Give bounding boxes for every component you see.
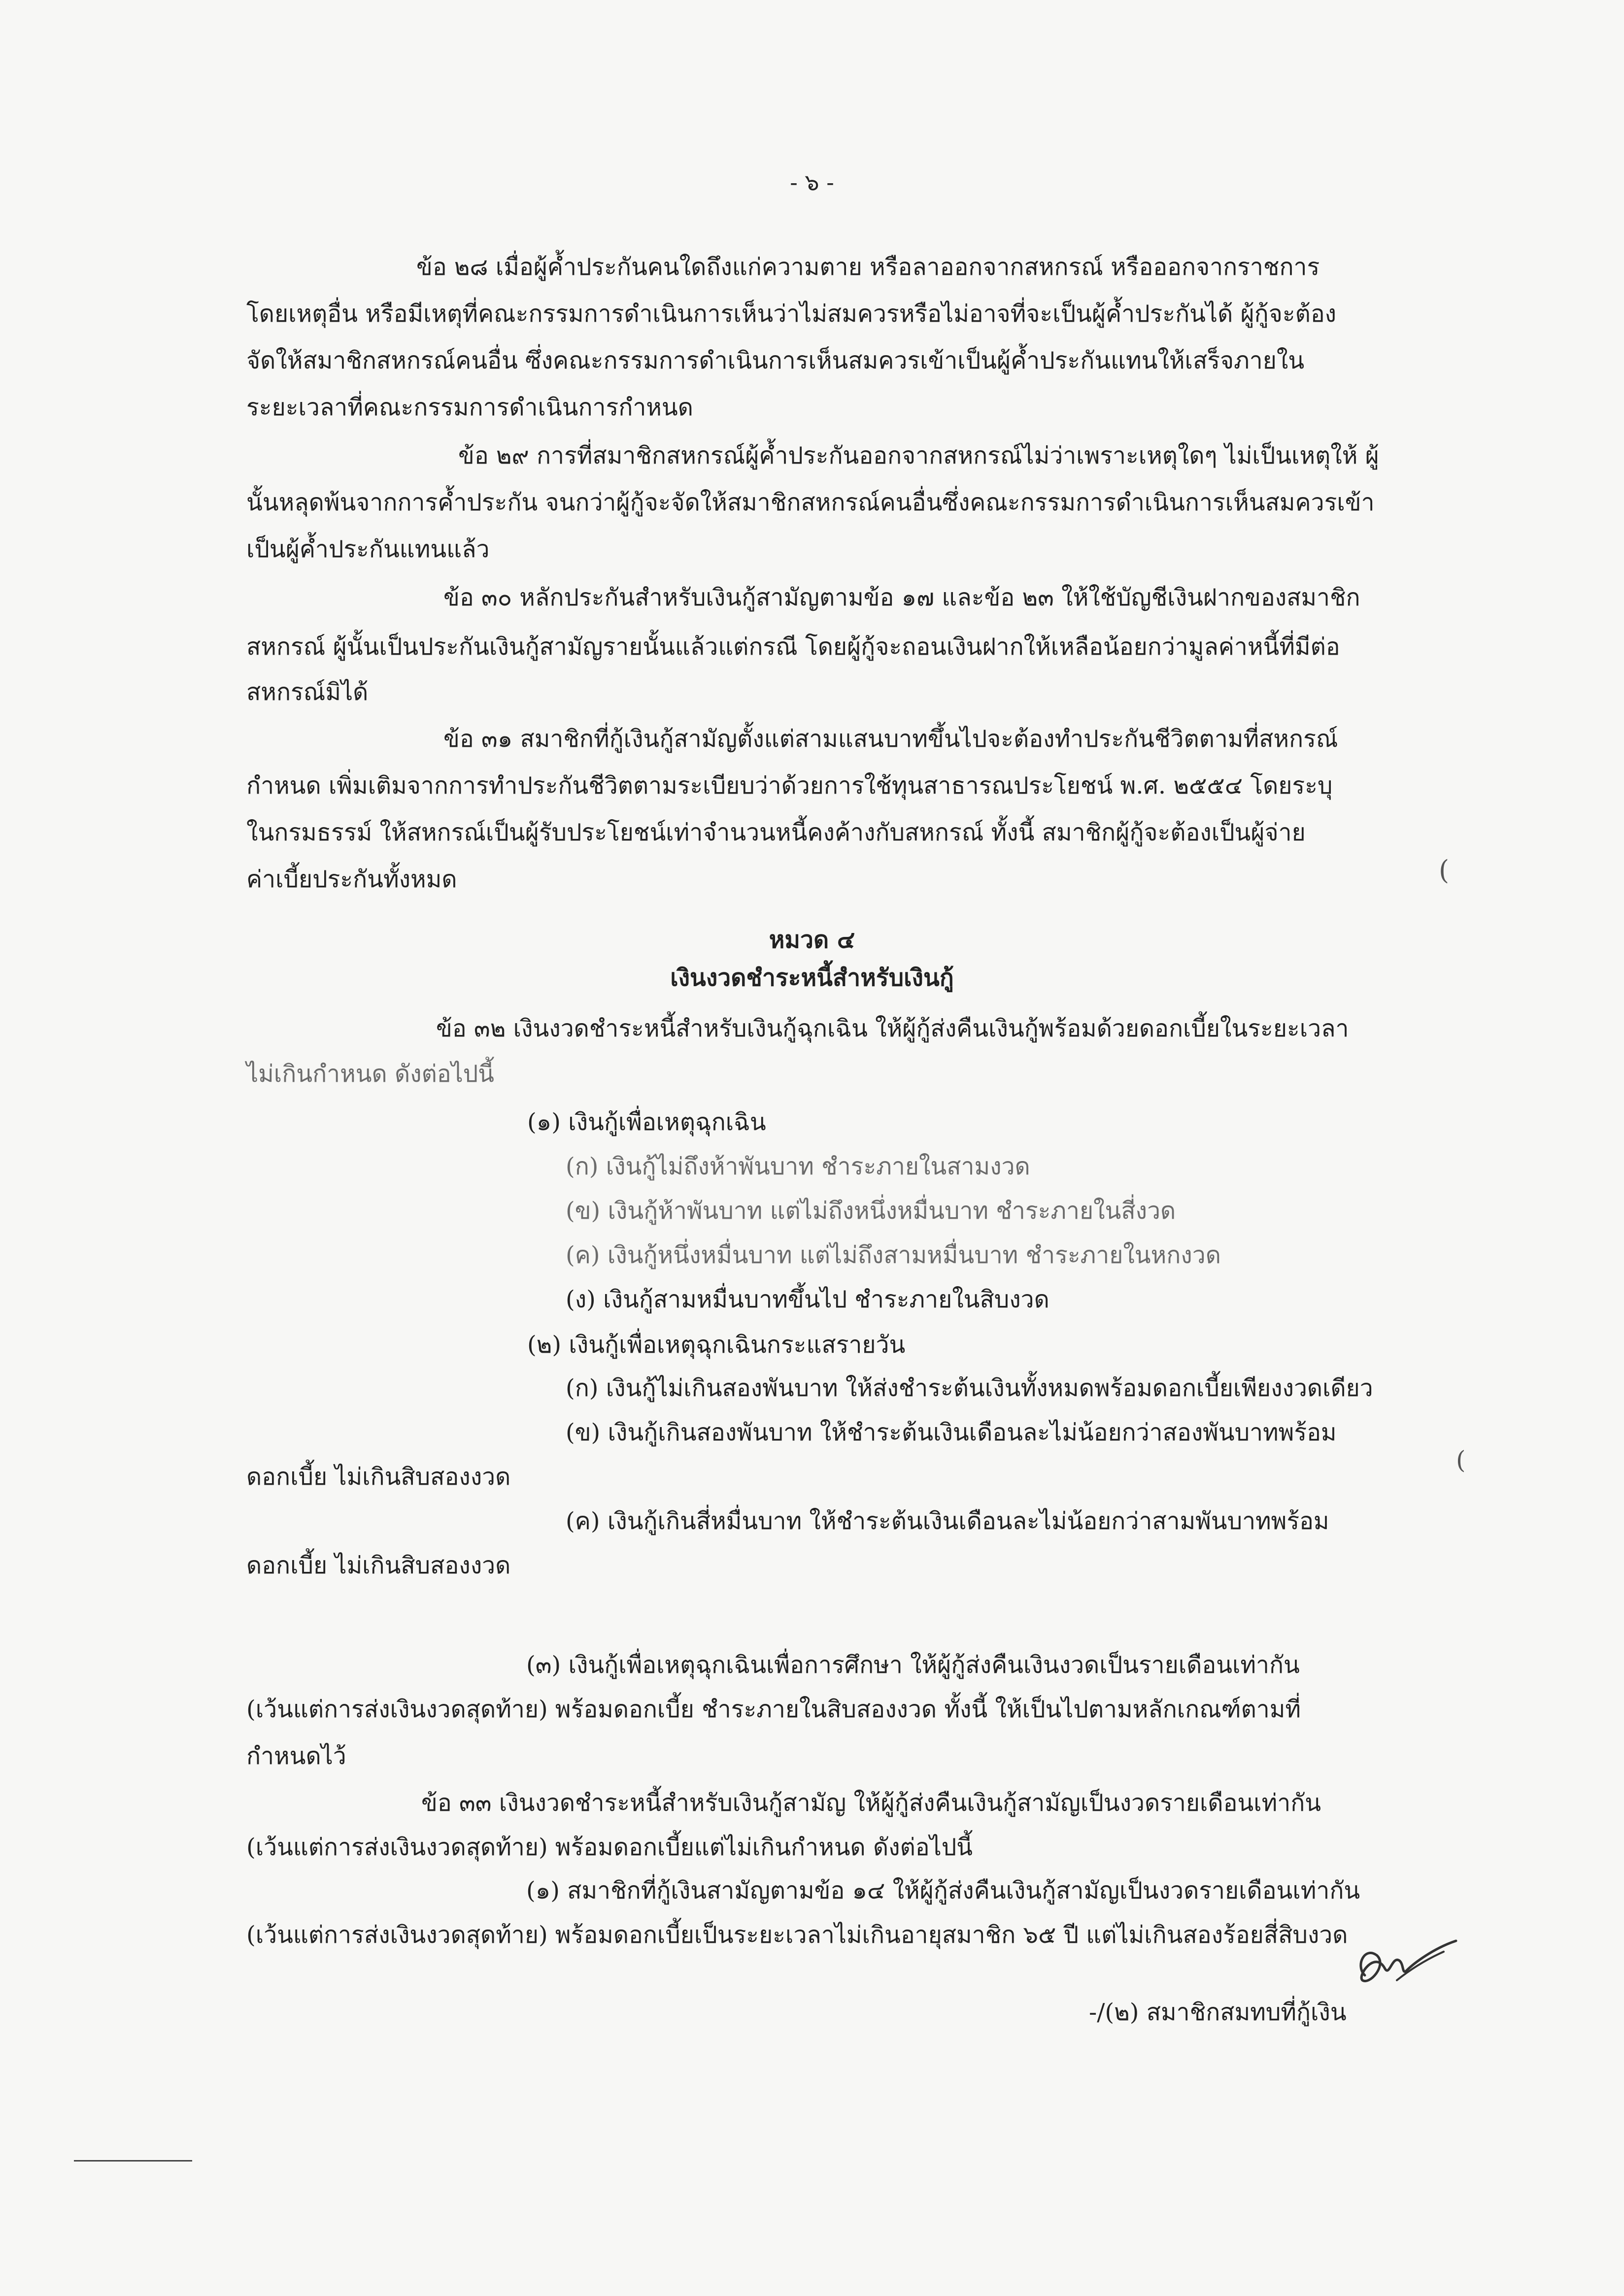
clause-32-item-2c-line-2: ดอกเบี้ย ไม่เกินสิบสองงวด bbox=[246, 1552, 511, 1579]
clause-29-line-1: ข้อ ๒๙ การที่สมาชิกสหกรณ์ผู้ค้ำประกันออกจากสหกรณ์ไม่ว่าเพราะเหตุใดๆ ไม่เป็นเหตุให้ ผู้ bbox=[458, 442, 1379, 469]
clause-32-item-3-line-2: (เว้นแต่การส่งเงินงวดสุดท้าย) พร้อมดอกเบี้ย ชำระภายในสิบสองงวด ทั้งนี้ ให้เป็นไปตามหลักเกณฑ์ตามที่ bbox=[246, 1696, 1301, 1723]
clause-28-line-2: โดยเหตุอื่น หรือมีเหตุที่คณะกรรมการดำเนินการเห็นว่าไม่สมควรหรือไม่อาจที่จะเป็นผู้ค้ำประกันได้ ผู้กู้จะต้อง bbox=[246, 300, 1337, 328]
clause-31-line-2: กำหนด เพิ่มเติมจากการทำประกันชีวิตตามระเบียบว่าด้วยการใช้ทุนสาธารณประโยชน์ พ.ศ. ๒๕๕๔ โดยระบุ bbox=[246, 772, 1333, 799]
clause-32-item-1b: (ข) เงินกู้ห้าพันบาท แต่ไม่ถึงหนึ่งหมื่นบาท ชำระภายในสี่งวด bbox=[566, 1197, 1176, 1225]
clause-32-item-2c-line-1: (ค) เงินกู้เกินสี่หมื่นบาท ให้ชำระต้นเงินเดือนละไม่น้อยกว่าสามพันบาทพร้อม bbox=[566, 1507, 1329, 1535]
clause-33-item-1-line-1: (๑) สมาชิกที่กู้เงินสามัญตามข้อ ๑๔ ให้ผู้กู้ส่งคืนเงินกู้สามัญเป็นงวดรายเดือนเท่ากัน bbox=[526, 1877, 1360, 1904]
clause-32-item-1: (๑) เงินกู้เพื่อเหตุฉุกเฉิน bbox=[527, 1108, 766, 1136]
clause-32-item-1c: (ค) เงินกู้หนึ่งหมื่นบาท แต่ไม่ถึงสามหมื่นบาท ชำระภายในหกงวด bbox=[566, 1241, 1221, 1269]
clause-29-line-3: เป็นผู้ค้ำประกันแทนแล้ว bbox=[246, 535, 490, 563]
footer-rule bbox=[74, 2160, 192, 2162]
clause-32-item-2b-line-1: (ข) เงินกู้เกินสองพันบาท ให้ชำระต้นเงินเดือนละไม่น้อยกว่าสองพันบาทพร้อม bbox=[566, 1419, 1337, 1446]
margin-mark: ( bbox=[1456, 1446, 1466, 1474]
clause-32-item-1a: (ก) เงินกู้ไม่ถึงห้าพันบาท ชำระภายในสามงวด bbox=[566, 1153, 1030, 1180]
continuation-note: -/(๒) สมาชิกสมทบที่กู้เงิน bbox=[1089, 1998, 1347, 2026]
section-subtitle: เงินงวดชำระหนี้สำหรับเงินกู้ bbox=[670, 964, 954, 992]
section-title: หมวด ๔ bbox=[769, 926, 855, 954]
clause-32-item-1d: (ง) เงินกู้สามหมื่นบาทขึ้นไป ชำระภายในสิบงวด bbox=[566, 1286, 1049, 1313]
clause-33-line-2: (เว้นแต่การส่งเงินงวดสุดท้าย) พร้อมดอกเบี้ยแต่ไม่เกินกำหนด ดังต่อไปนี้ bbox=[246, 1833, 973, 1861]
clause-32-item-2a: (ก) เงินกู้ไม่เกินสองพันบาท ให้ส่งชำระต้นเงินทั้งหมดพร้อมดอกเบี้ยเพียงงวดเดียว bbox=[566, 1374, 1373, 1402]
clause-32-item-3-line-3: กำหนดไว้ bbox=[246, 1742, 346, 1770]
clause-30-line-2: สหกรณ์ ผู้นั้นเป็นประกันเงินกู้สามัญรายนั้นแล้วแต่กรณี โดยผู้กู้จะถอนเงินฝากให้เหลือน้อยกว่ามูลค่าหนี้ที่มีต่อ bbox=[246, 633, 1340, 661]
clause-31-line-4: ค่าเบี้ยประกันทั้งหมด bbox=[246, 865, 457, 893]
clause-32-item-3-line-1: (๓) เงินกู้เพื่อเหตุฉุกเฉินเพื่อการศึกษา ให้ผู้กู้ส่งคืนเงินงวดเป็นรายเดือนเท่ากัน bbox=[526, 1651, 1300, 1679]
clause-31-line-1: ข้อ ๓๑ สมาชิกที่กู้เงินกู้สามัญตั้งแต่สามแสนบาทขึ้นไปจะต้องทำประกันชีวิตตามที่สหกรณ์ bbox=[443, 725, 1338, 753]
clause-28-line-3: จัดให้สมาชิกสหกรณ์คนอื่น ซึ่งคณะกรรมการดำเนินการเห็นสมควรเข้าเป็นผู้ค้ำประกันแทนให้เสร็จภายใน bbox=[246, 347, 1305, 374]
clause-32-item-2: (๒) เงินกู้เพื่อเหตุฉุกเฉินกระแสรายวัน bbox=[527, 1331, 906, 1359]
clause-30-line-1: ข้อ ๓๐ หลักประกันสำหรับเงินกู้สามัญตามข้อ ๑๗ และข้อ ๒๓ ให้ใช้บัญชีเงินฝากของสมาชิก bbox=[443, 584, 1360, 611]
clause-28-line-4: ระยะเวลาที่คณะกรรมการดำเนินการกำหนด bbox=[246, 394, 693, 421]
clause-33-line-1: ข้อ ๓๓ เงินงวดชำระหนี้สำหรับเงินกู้สามัญ ให้ผู้กู้ส่งคืนเงินกู้สามัญเป็นงวดรายเดือนเท่ากัน bbox=[421, 1789, 1321, 1817]
clause-32-item-2b-line-2: ดอกเบี้ย ไม่เกินสิบสองงวด bbox=[246, 1463, 511, 1491]
clause-32-line-1: ข้อ ๓๒ เงินงวดชำระหนี้สำหรับเงินกู้ฉุกเฉิน ให้ผู้กู้ส่งคืนเงินกู้พร้อมด้วยดอกเบี้ยในระยะเวลา bbox=[436, 1015, 1349, 1042]
clause-30-line-3: สหกรณ์มิได้ bbox=[246, 678, 369, 706]
clause-28-line-1: ข้อ ๒๘ เมื่อผู้ค้ำประกันคนใดถึงแก่ความตาย หรือลาออกจากสหกรณ์ หรือออกจากราชการ bbox=[416, 253, 1320, 281]
handwritten-initials bbox=[1350, 1921, 1478, 2000]
margin-mark: ( bbox=[1439, 855, 1450, 886]
clause-32-line-2: ไม่เกินกำหนด ดังต่อไปนี้ bbox=[246, 1060, 494, 1088]
clause-33-item-1-line-2: (เว้นแต่การส่งเงินงวดสุดท้าย) พร้อมดอกเบี้ยเป็นระยะเวลาไม่เกินอายุสมาชิก ๖๕ ปี แต่ไม่เกินสองร้อยสี่สิบงวด bbox=[246, 1921, 1348, 1949]
clause-31-line-3: ในกรมธรรม์ ให้สหกรณ์เป็นผู้รับประโยชน์เท่าจำนวนหนี้คงค้างกับสหกรณ์ ทั้งนี้ สมาชิกผู้กู้จะต้องเป็นผู้จ่าย bbox=[246, 819, 1306, 846]
page-number: - ๖ - bbox=[790, 169, 834, 196]
clause-29-line-2: นั้นหลุดพ้นจากการค้ำประกัน จนกว่าผู้กู้จะจัดให้สมาชิกสหกรณ์คนอื่นซึ่งคณะกรรมการดำเนินการเห็นสมควรเข้า bbox=[246, 489, 1375, 516]
